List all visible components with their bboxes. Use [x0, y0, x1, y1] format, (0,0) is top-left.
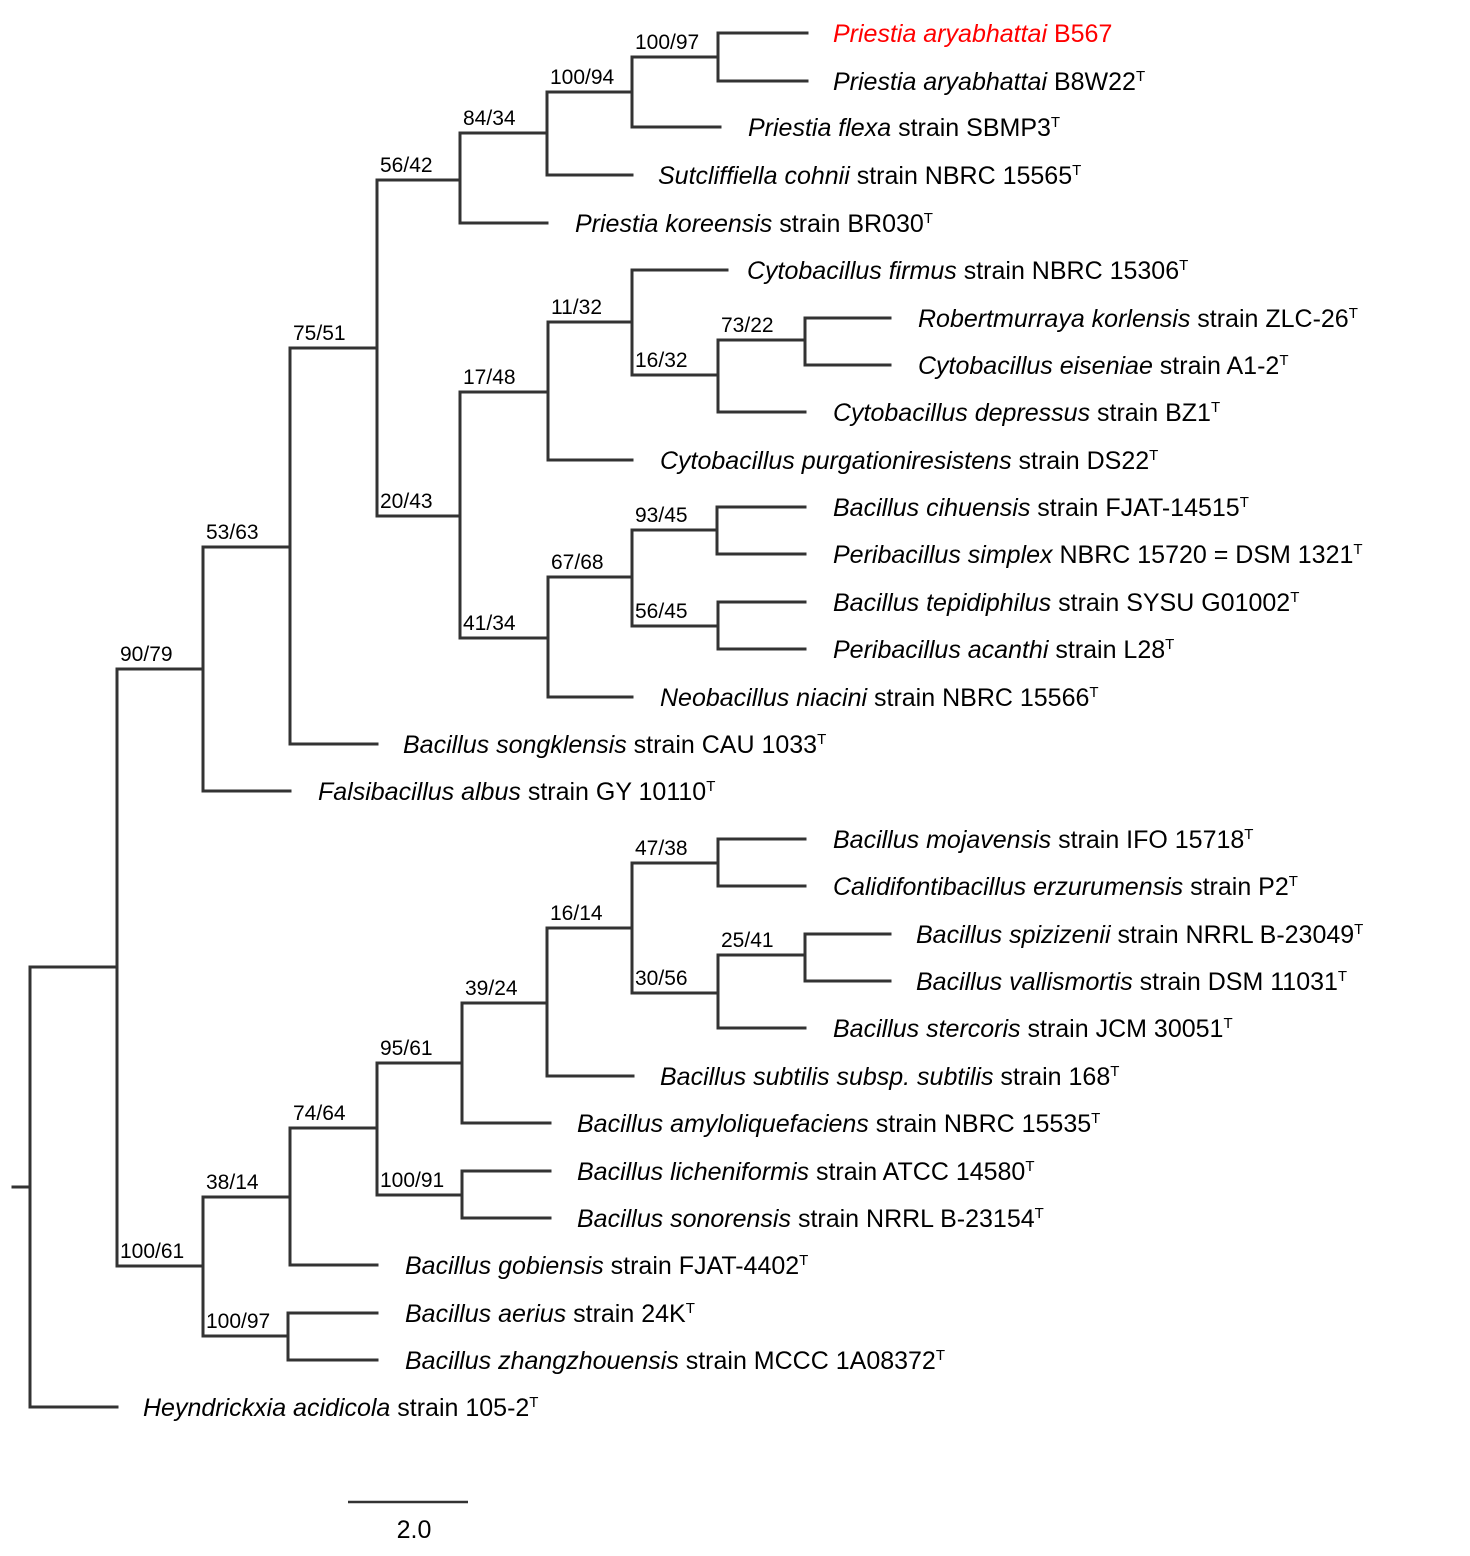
clade-node: [460, 322, 548, 460]
support-label: 47/38: [635, 837, 688, 860]
taxon-label: Cytobacillus firmus strain NBRC $15306^T$: [747, 257, 1189, 285]
taxon-label: Bacillus songklensis strain CAU $1033^T$: [403, 731, 827, 759]
branch-lines: [547, 863, 632, 993]
clade-node: [462, 928, 547, 1076]
support-label: 93/45: [635, 504, 688, 527]
tree-branches-layer: [13, 33, 890, 1407]
taxon-label: Calidifontibacillus erzurumensis strain $P2^T$: [833, 873, 1298, 901]
clade-node: [117, 547, 203, 791]
taxon-label: Bacillus mojavensis strain IFO $15718^T$: [833, 826, 1254, 854]
support-label: 56/42: [380, 154, 433, 177]
support-label: 90/79: [120, 643, 173, 666]
support-label: 84/34: [463, 107, 516, 130]
clade-node: [30, 669, 117, 1266]
clade-node: [548, 270, 632, 375]
taxon-label: Cytobacillus eiseniae strain $A1-2^T$: [918, 352, 1289, 380]
support-label: 75/51: [293, 322, 346, 345]
support-label: 53/63: [206, 521, 259, 544]
branch-lines: [462, 928, 547, 1076]
clade-node: [377, 1003, 462, 1123]
support-label: 17/48: [463, 366, 516, 389]
support-label: 73/22: [721, 314, 774, 337]
branch-lines: [290, 1063, 377, 1195]
taxon-label: Cytobacillus depressus strain $BZ1^T$: [833, 399, 1221, 427]
support-label: 100/61: [120, 1240, 185, 1263]
taxon-label: Neobacillus niacini strain NBRC $15566^T$: [660, 684, 1099, 712]
taxon-label: Bacillus vallismortis strain DSM $11031^T$: [916, 968, 1348, 996]
branch-lines: [632, 955, 718, 1028]
support-label: 16/32: [635, 349, 688, 372]
branch-lines: [377, 133, 460, 223]
taxon-label: Bacillus cihuensis strain FJAT-$14515^T$: [833, 494, 1249, 522]
branch-lines: [548, 270, 632, 375]
branch-lines: [117, 547, 203, 791]
taxon-label: Peribacillus simplex NBRC 15720 = DSM $1321^T$: [833, 541, 1363, 569]
clade-node: [117, 1197, 203, 1336]
clade-node: [203, 1128, 290, 1265]
support-label: 30/56: [635, 967, 688, 990]
support-label: 95/61: [380, 1037, 433, 1060]
support-label: 16/14: [550, 902, 603, 925]
clade-node: [203, 348, 290, 744]
scale-bar: [348, 1502, 468, 1544]
taxon-label: Bacillus sonorensis strain NRRL $B-23154^T$: [577, 1205, 1044, 1233]
taxon-label: Bacillus gobiensis strain FJAT-$4402^T$: [405, 1252, 809, 1280]
support-label: 67/68: [551, 551, 604, 574]
taxon-label: Priestia aryabhattai $B8W22^T$: [833, 68, 1146, 96]
branch-lines: [377, 1003, 462, 1123]
clade-node: [377, 392, 460, 638]
taxon-label: Bacillus spizizenii strain NRRL $B-23049^T$: [916, 921, 1364, 949]
taxon-label: Priestia aryabhattai B567: [833, 20, 1113, 48]
support-label: 25/41: [721, 929, 774, 952]
support-label: 56/45: [635, 600, 688, 623]
branch-lines: [117, 1197, 203, 1336]
branch-lines: [377, 392, 460, 638]
clade-node: [290, 180, 377, 516]
clade-node: [547, 863, 632, 993]
taxon-label: Sutcliffiella cohnii strain NBRC $15565^T$: [658, 162, 1082, 190]
support-label: 20/43: [380, 490, 433, 513]
support-label: 11/32: [551, 296, 602, 319]
taxon-label: Bacillus subtilis subsp. subtilis strain $168^T$: [660, 1063, 1120, 1091]
taxon-label: Bacillus stercoris strain JCM $30051^T$: [833, 1015, 1233, 1043]
taxon-label: Priestia koreensis strain $BR030^T$: [575, 210, 933, 238]
taxon-label: Robertmurraya korlensis strain ZLC-$26^T$: [918, 305, 1358, 333]
clade-node: [548, 530, 632, 626]
clade-node: [460, 577, 548, 697]
taxon-label: Bacillus tepidiphilus strain SYSU $G01002^T$: [833, 589, 1300, 617]
support-label: 38/14: [206, 1171, 259, 1194]
taxon-label: Bacillus amyloliquefaciens strain NBRC $15535^T$: [577, 1110, 1101, 1138]
clade-node: [632, 955, 718, 1028]
taxon-label: Bacillus aerius strain $24K^T$: [405, 1300, 695, 1328]
branch-lines: [30, 669, 117, 1266]
support-label: 39/24: [465, 977, 518, 1000]
taxon-label: Bacillus licheniformis strain ATCC $14580^T$: [577, 1158, 1035, 1186]
support-label: 100/97: [206, 1310, 271, 1333]
taxon-label: Peribacillus acanthi strain $L28^T$: [833, 636, 1175, 664]
branch-lines: [13, 967, 30, 1407]
branch-lines: [548, 530, 632, 626]
clade-node: [377, 133, 460, 223]
support-label: 100/97: [635, 31, 700, 54]
clade-node: [460, 92, 547, 175]
tree-labels-layer: [120, 20, 1363, 1422]
support-label: 41/34: [463, 612, 516, 635]
scale-bar-label: 2.0: [396, 1516, 432, 1544]
branch-lines: [290, 180, 377, 516]
branch-lines: [460, 92, 547, 175]
branch-lines: [203, 1128, 290, 1265]
branch-lines: [460, 322, 548, 460]
taxon-label: Bacillus zhangzhouensis strain MCCC $1A08372^T$: [405, 1347, 946, 1375]
clade-node: [290, 1063, 377, 1195]
support-label: 100/94: [550, 66, 615, 89]
branch-lines: [460, 577, 548, 697]
taxon-label: Priestia flexa strain $SBMP3^T$: [748, 114, 1061, 142]
clade-node: [13, 967, 30, 1407]
taxon-label: Falsibacillus albus strain GY $10110^T$: [318, 778, 716, 806]
branch-lines: [203, 348, 290, 744]
support-label: 100/91: [380, 1169, 445, 1192]
support-label: 74/64: [293, 1102, 346, 1125]
taxon-label: Cytobacillus purgationiresistens strain $DS22^T$: [660, 447, 1159, 475]
taxon-label: Heyndrickxia acidicola strain $105-2^T$: [143, 1394, 539, 1422]
